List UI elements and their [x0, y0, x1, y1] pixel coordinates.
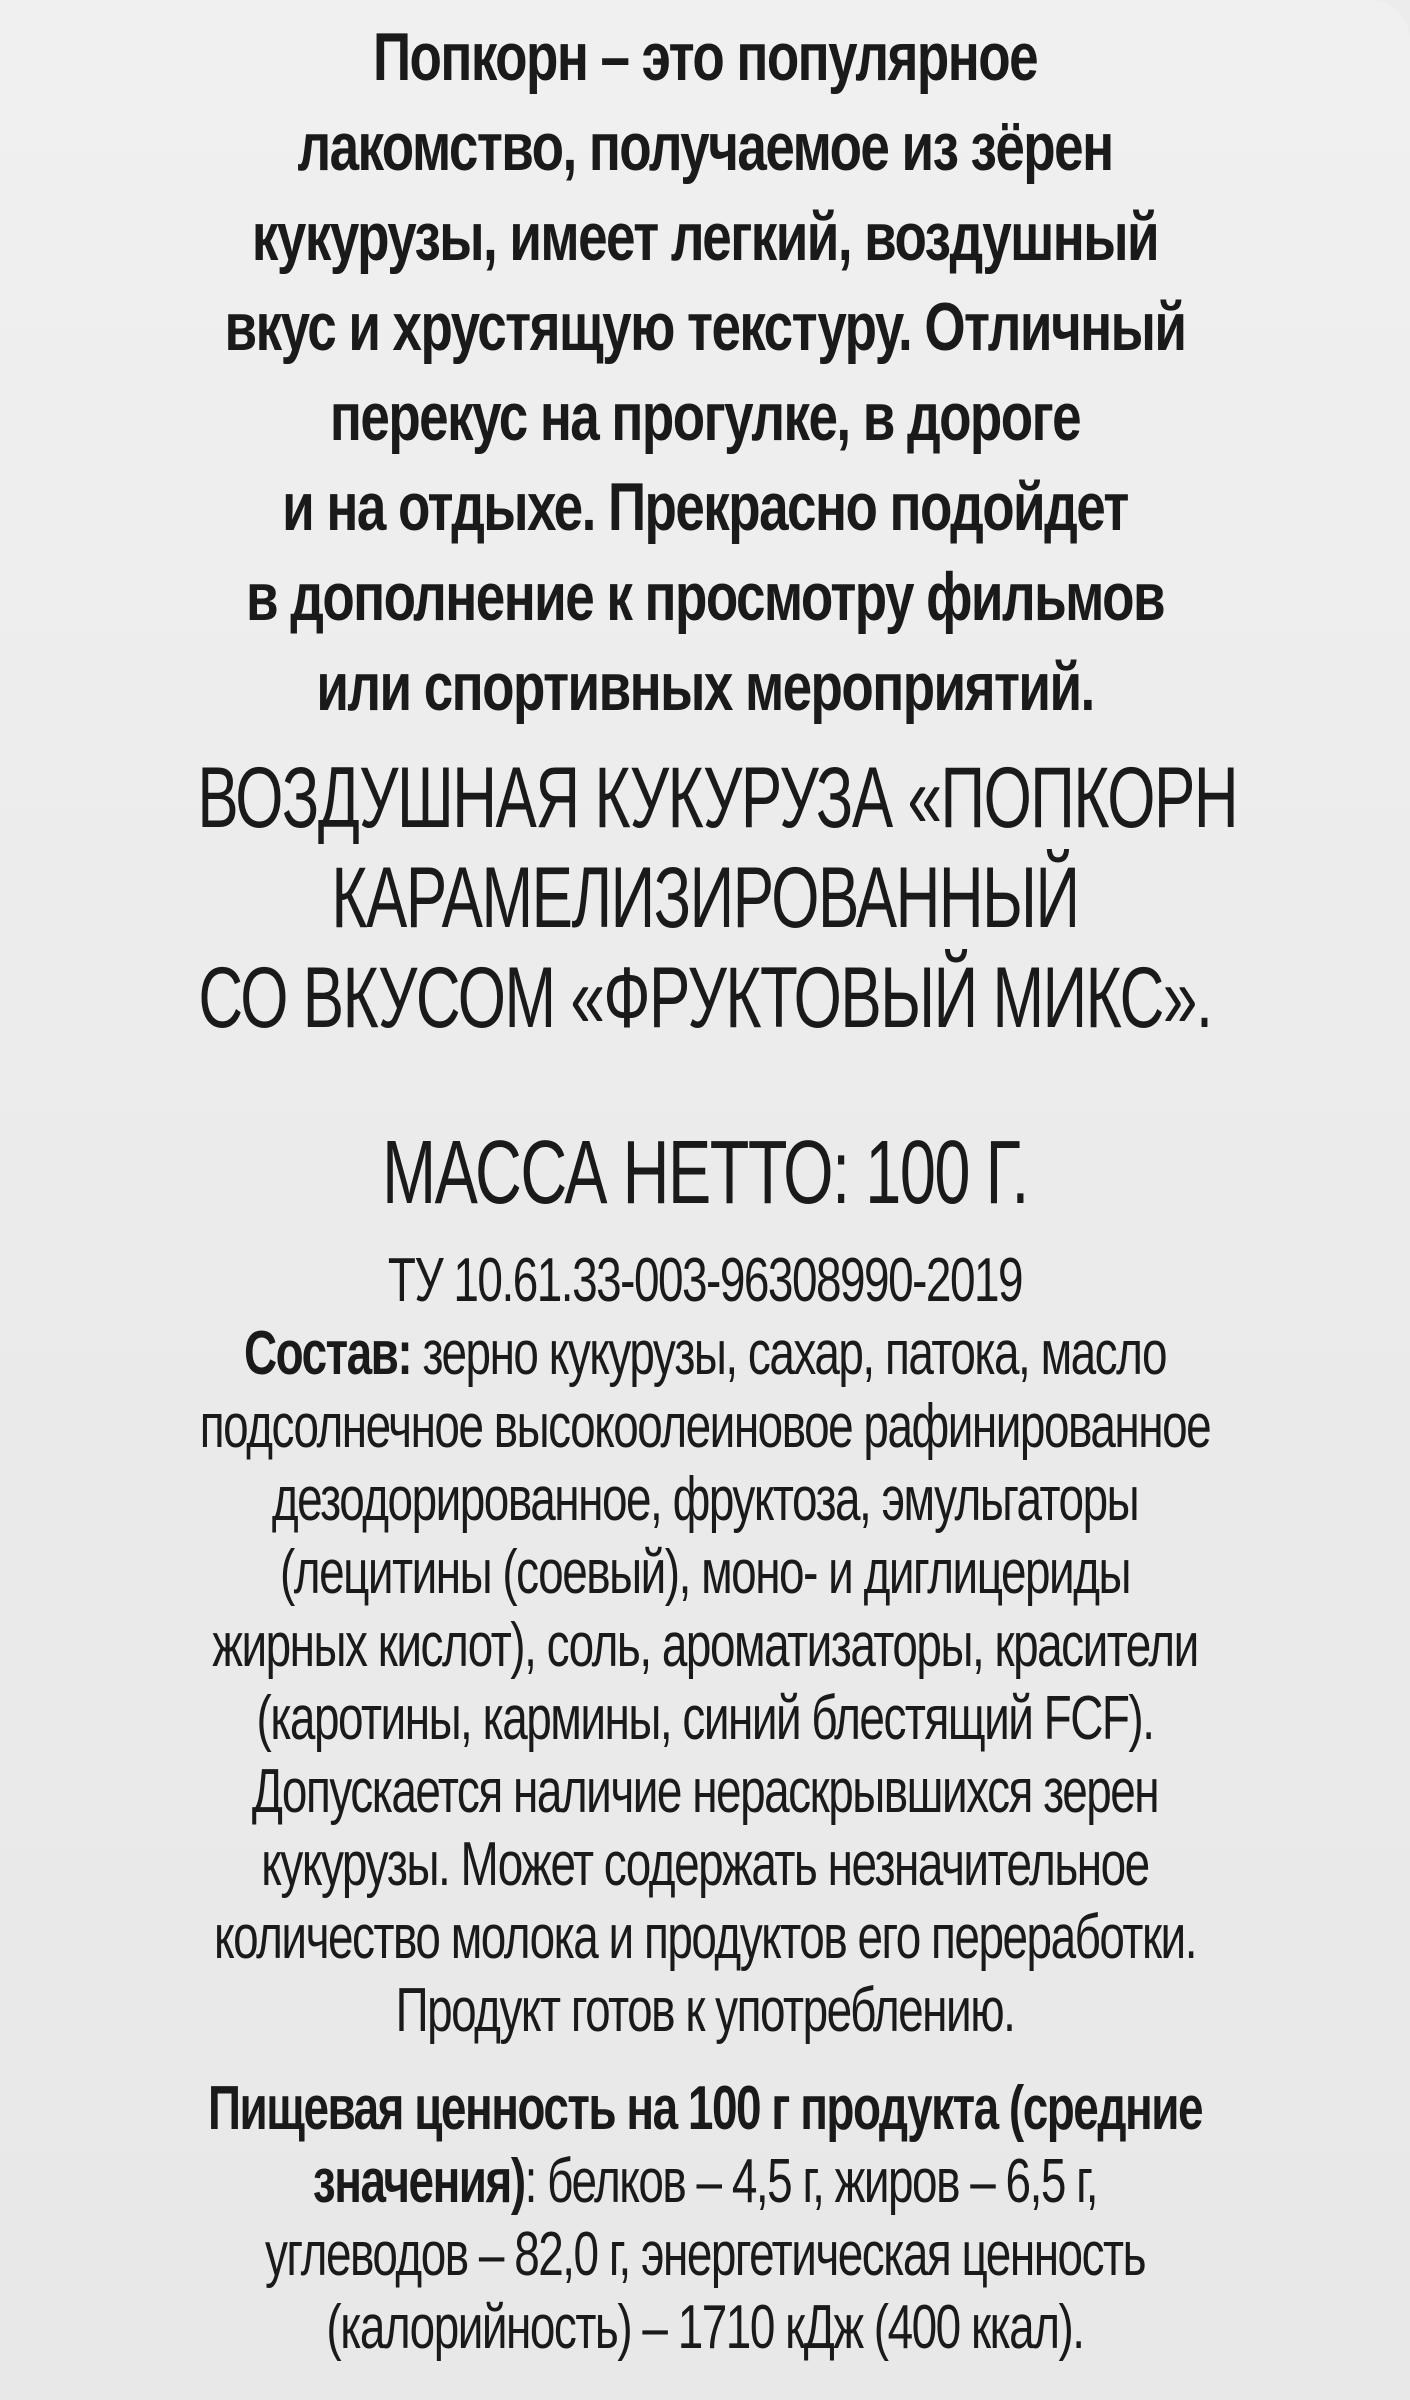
intro-line: лакомство, получаемое из зёрен — [297, 109, 1113, 185]
net-weight-text: МАССА НЕТТО: 100 Г. — [382, 1123, 1028, 1223]
composition-line: (лецитины (соевый), моно- и диглицериды — [280, 1538, 1130, 1607]
tu-standard: ТУ 10.61.33-003-96308990-2019 — [387, 1246, 1023, 1315]
nutrition-values: : белков – 4,5 г, жиров – 6,5 г, — [524, 2147, 1098, 2216]
intro-line: в дополнение к просмотру фильмов — [245, 559, 1165, 635]
nutrition-line — [183, 2145, 1226, 2218]
composition-line: дезодорированное, фруктоза, эмульгаторы — [271, 1465, 1139, 1534]
product-name-line: СО ВКУСОМ «ФРУКТОВЫЙ МИКС». — [198, 950, 1212, 1046]
product-name-line: КАРАМЕЛИЗИРОВАННЫЙ — [331, 850, 1079, 946]
intro-paragraph — [0, 12, 1410, 732]
composition-line: жирных кислот), соль, ароматизаторы, красители — [212, 1611, 1198, 1680]
composition-text: зерно кукурузы, сахар, патока, масло — [411, 1319, 1166, 1388]
intro-line: и на отдыхе. Прекрасно подойдет — [282, 469, 1128, 545]
net-weight — [0, 1118, 1410, 1228]
nutrition-line: углеводов – 82,0 г, энергетическая ценность — [264, 2220, 1146, 2289]
nutrition-line — [183, 2072, 1226, 2145]
composition-line: Продукт готов к употреблению. — [395, 1976, 1015, 2045]
nutrition-facts — [0, 2072, 1410, 2364]
composition-line: Допускается наличие нераскрывшихся зерен — [251, 1757, 1159, 1826]
nutrition-label-2: значения) — [312, 2147, 525, 2216]
composition-line: количество молока и продуктов его переработки. — [214, 1903, 1196, 1972]
intro-line: Попкорн – это популярное — [372, 19, 1038, 95]
product-name — [0, 748, 1410, 1048]
nutrition-line: (калорийность) – 1710 кДж (400 ккал). — [326, 2293, 1084, 2362]
composition-block — [0, 1244, 1410, 2047]
intro-line: или спортивных мероприятий. — [316, 649, 1094, 725]
composition-line: (каротины, кармины, синий блестящий FCF). — [256, 1684, 1154, 1753]
product-name-line: ВОЗДУШНАЯ КУКУРУЗА «ПОПКОРН — [197, 750, 1238, 846]
composition-first-line — [183, 1317, 1226, 1390]
composition-line: кукурузы. Может содержать незначительное — [261, 1830, 1149, 1899]
composition-line: подсолнечное высокоолеиновое рафинированное — [199, 1392, 1211, 1461]
intro-line: вкус и хрустящую текстуру. Отличный — [224, 289, 1186, 365]
nutrition-label-1: Пищевая ценность на 100 г продукта (средние — [208, 2074, 1202, 2143]
intro-line: кукурузы, имеет легкий, воздушный — [251, 199, 1159, 275]
intro-line: перекус на прогулке, в дороге — [329, 379, 1081, 455]
composition-label: Состав: — [244, 1319, 412, 1388]
